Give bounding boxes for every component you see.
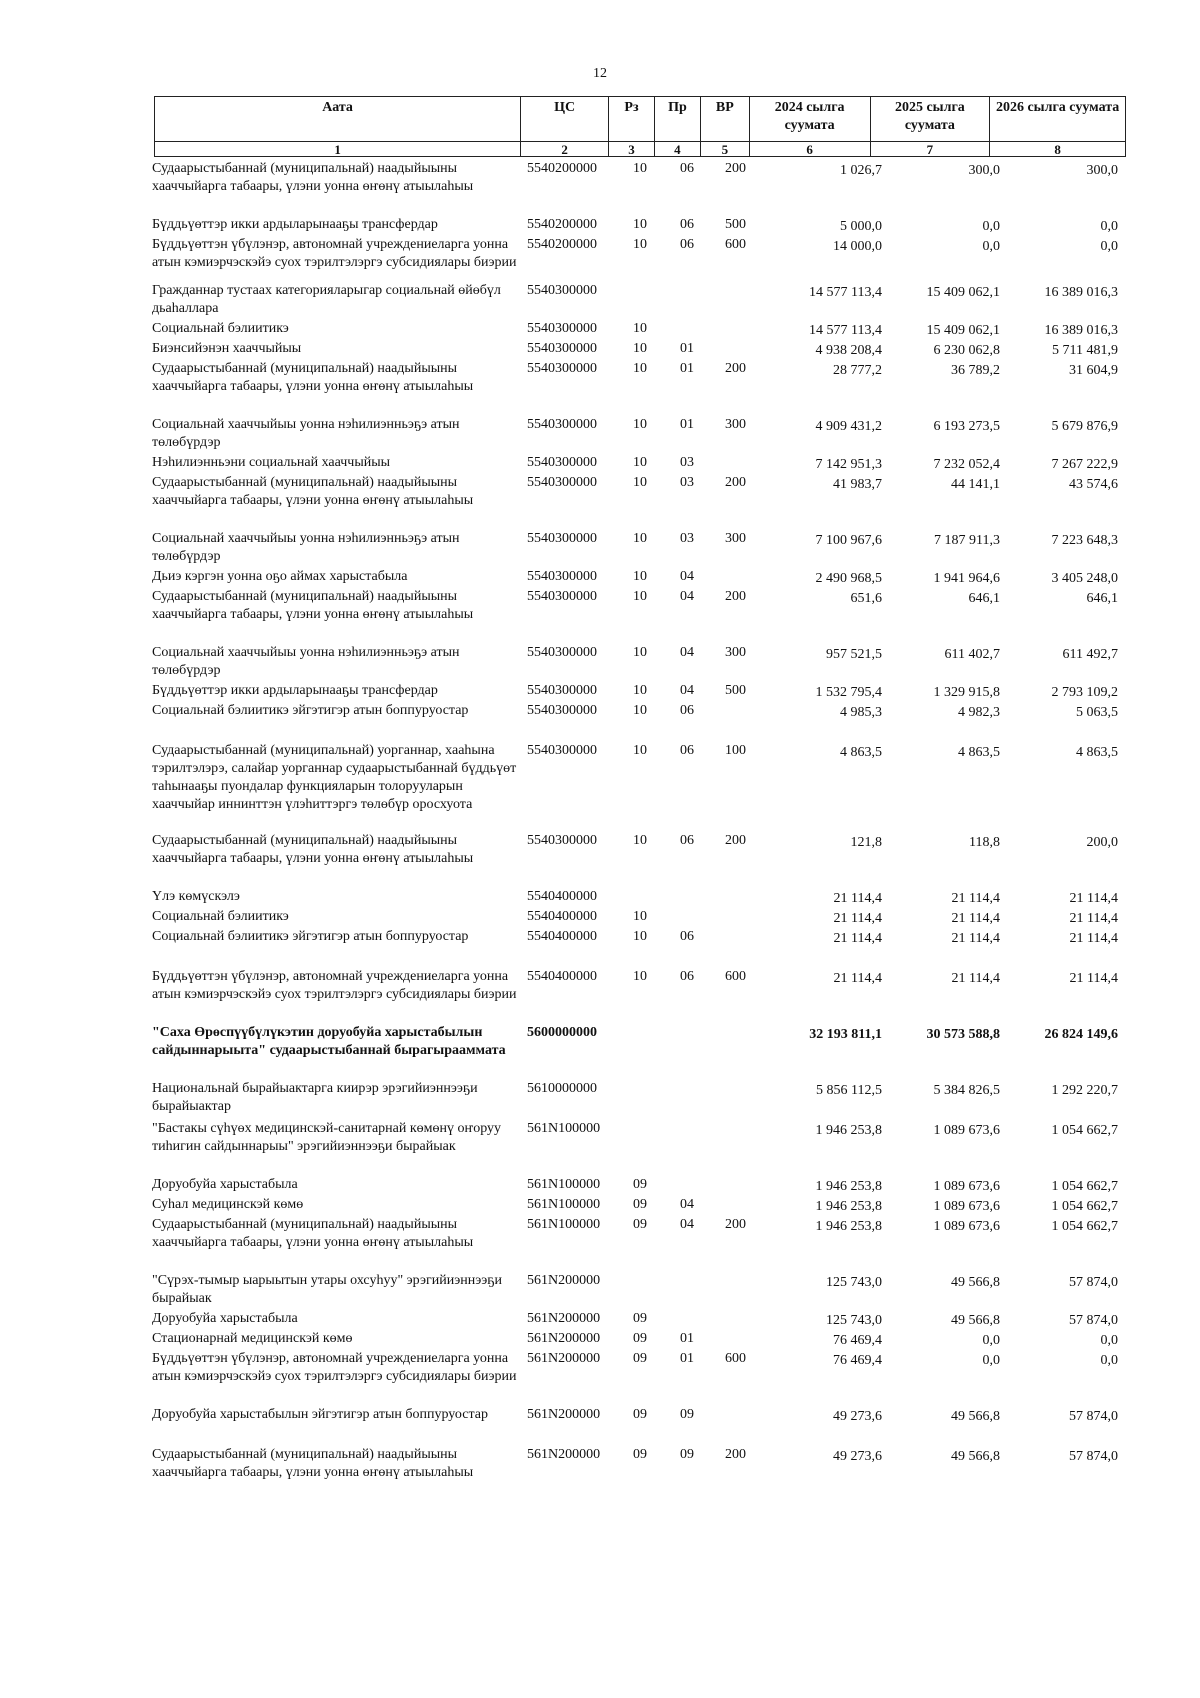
row-value-2025: 118,8 [969,835,1000,850]
row-vr-code: 300 [725,417,746,432]
row-value-2024: 4 863,5 [840,745,882,760]
row-pr-code: 06 [680,929,694,944]
row-value-2025: 4 982,3 [958,705,1000,720]
row-pr-code: 06 [680,969,694,984]
row-value-2024: 1 946 253,8 [815,1123,882,1138]
row-name: Доруобуйа харыстабыла [152,1177,298,1192]
row-rz-code: 09 [633,1177,647,1192]
column-header-2025: 2025 сылга суумата [871,97,991,141]
row-value-2025: 0,0 [982,219,1000,234]
row-rz-code: 10 [633,743,647,758]
column-number: 8 [1054,142,1061,157]
row-value-2026: 57 874,0 [1069,1409,1118,1424]
row-value-2024: 125 743,0 [826,1313,882,1328]
row-name: "Сүрэх-тымыр ыарыытын утары охсуһуу" эрэгийиэннээҕи бырайыак [152,1273,502,1306]
column-header-aata: Аата [155,97,521,141]
row-value-2026: 4 863,5 [1076,745,1118,760]
row-value-2026: 5 679 876,9 [1051,419,1118,434]
row-rz-code: 10 [633,217,647,232]
row-pr-code: 04 [680,645,694,660]
row-vr-code: 200 [725,589,746,604]
row-value-2026: 57 874,0 [1069,1449,1118,1464]
row-value-2025: 5 384 826,5 [933,1083,1000,1098]
row-value-2025: 1 089 673,6 [933,1219,1000,1234]
row-value-2025: 7 232 052,4 [933,457,1000,472]
row-name: Социальнай хааччыйыы уонна нэһилиэнньэҕэ атын төлөбүрдэр [152,645,460,678]
row-value-2026: 16 389 016,3 [1044,285,1118,300]
row-value-2024: 4 938 208,4 [815,343,882,358]
row-value-2025: 6 193 273,5 [933,419,1000,434]
row-rz-code: 10 [633,361,647,376]
row-value-2025: 49 566,8 [951,1275,1000,1290]
row-cs-code: 561N100000 [527,1121,601,1136]
row-name: Доруобуйа харыстабыла [152,1311,298,1326]
row-value-2024: 4 985,3 [840,705,882,720]
row-vr-code: 200 [725,1447,746,1462]
row-rz-code: 10 [633,833,647,848]
row-value-2024: 121,8 [850,835,882,850]
row-value-2024: 1 532 795,4 [815,685,882,700]
row-rz-code: 10 [633,703,647,718]
row-name: Судаарыстыбаннай (муниципальнай) уорганнар, хааһына тэрилтэлэрэ, салайар уорганнар судаарыстыбаннай бүддьүөт таһынааҕы пуондалар функцияларын толорууларын хааччыйар иннинттэн үлэһиттэргэ төлөбүр оросхуота [152,743,517,812]
row-name: Судаарыстыбаннай (муниципальнай) наадыйыыны хааччыйарга табаары, үлэни уонна өҥөнү атыылаһыы [152,475,474,508]
row-pr-code: 04 [680,683,694,698]
row-value-2024: 14 577 113,4 [809,285,882,300]
row-value-2025: 21 114,4 [951,971,1000,986]
row-pr-code: 03 [680,475,694,490]
row-name: Дьиэ кэргэн уонна оҕо аймах харыстабыла [152,569,408,584]
row-name: Социальнай хааччыйыы уонна нэһилиэнньэҕэ атын төлөбүрдэр [152,417,460,450]
row-vr-code: 200 [725,475,746,490]
row-value-2025: 6 230 062,8 [933,343,1000,358]
row-pr-code: 06 [680,217,694,232]
row-value-2026: 57 874,0 [1069,1313,1118,1328]
row-value-2025: 0,0 [982,239,1000,254]
row-rz-code: 10 [633,969,647,984]
row-name: Бүддьүөттэн үбүлэнэр, автономнай учреждениеларга уонна атын кэмиэрчэскэйэ суох тэрилтэлэргэ субсидиялары биэрии [152,1351,517,1384]
row-name: Социальнай бэлиитикэ эйгэтигэр атын боппуруостар [152,703,469,718]
row-value-2026: 0,0 [1100,1333,1118,1348]
row-value-2025: 15 409 062,1 [926,285,1000,300]
row-rz-code: 10 [633,341,647,356]
row-value-2026: 1 054 662,7 [1051,1123,1118,1138]
row-vr-code: 600 [725,237,746,252]
row-value-2026: 21 114,4 [1069,891,1118,906]
row-pr-code: 04 [680,1217,694,1232]
row-name: Социальнай бэлиитикэ [152,909,289,924]
row-value-2025: 1 089 673,6 [933,1123,1000,1138]
row-pr-code: 01 [680,1331,694,1346]
row-cs-code: 561N200000 [527,1273,601,1288]
row-value-2024: 49 273,6 [833,1449,882,1464]
row-rz-code: 09 [633,1407,647,1422]
row-rz-code: 10 [633,161,647,176]
row-value-2026: 7 267 222,9 [1051,457,1118,472]
row-value-2026: 3 405 248,0 [1051,571,1118,586]
row-value-2024: 2 490 968,5 [815,571,882,586]
row-value-2024: 21 114,4 [833,931,882,946]
row-name: Судаарыстыбаннай (муниципальнай) наадыйыыны хааччыйарга табаары, үлэни уонна өҥөнү атыылаһыы [152,833,474,866]
row-pr-code: 06 [680,703,694,718]
row-value-2024: 1 946 253,8 [815,1179,882,1194]
row-pr-code: 06 [680,237,694,252]
row-rz-code: 10 [633,455,647,470]
row-value-2024: 5 000,0 [840,219,882,234]
row-value-2026: 21 114,4 [1069,971,1118,986]
row-vr-code: 600 [725,1351,746,1366]
row-name: Судаарыстыбаннай (муниципальнай) наадыйыыны хааччыйарга табаары, үлэни уонна өҥөнү атыылаһыы [152,1217,474,1250]
row-cs-code: 5540200000 [527,161,597,176]
row-vr-code: 200 [725,833,746,848]
row-value-2024: 49 273,6 [833,1409,882,1424]
row-pr-code: 04 [680,569,694,584]
row-name: Стационарнай медицинскэй көмө [152,1331,353,1346]
row-value-2026: 0,0 [1100,219,1118,234]
row-value-2025: 1 089 673,6 [933,1179,1000,1194]
row-cs-code: 5540300000 [527,683,597,698]
row-name: Социальнай бэлиитикэ эйгэтигэр атын боппуруостар [152,929,469,944]
row-rz-code: 10 [633,321,647,336]
row-cs-code: 5540300000 [527,589,597,604]
row-rz-code: 10 [633,237,647,252]
row-value-2024: 1 946 253,8 [815,1199,882,1214]
row-rz-code: 09 [633,1447,647,1462]
row-name: "Саха Өрөспүүбүлүкэтин доруобуйа харыстабылын сайдыннарыыта" судаарыстыбаннай бырагырааммата [152,1025,506,1058]
row-pr-code: 06 [680,743,694,758]
row-cs-code: 5540300000 [527,475,597,490]
row-cs-code: 5540300000 [527,833,597,848]
row-value-2025: 0,0 [982,1333,1000,1348]
row-value-2026: 21 114,4 [1069,911,1118,926]
row-value-2026: 300,0 [1086,163,1118,178]
row-value-2024: 21 114,4 [833,971,882,986]
row-value-2026: 5 063,5 [1076,705,1118,720]
row-cs-code: 561N200000 [527,1407,601,1422]
column-number: 6 [750,142,871,156]
row-vr-code: 200 [725,161,746,176]
row-cs-code: 561N200000 [527,1351,601,1366]
row-value-2024: 28 777,2 [833,363,882,378]
row-pr-code: 06 [680,161,694,176]
column-number: 7 [871,142,991,156]
row-cs-code: 561N100000 [527,1177,601,1192]
row-value-2025: 15 409 062,1 [926,323,1000,338]
row-cs-code: 5540300000 [527,645,597,660]
row-rz-code: 10 [633,683,647,698]
row-rz-code: 09 [633,1351,647,1366]
row-name: Социальнай хааччыйыы уонна нэһилиэнньэҕэ атын төлөбүрдэр [152,531,460,564]
row-cs-code: 5540400000 [527,929,597,944]
column-header-cs: ЦС [521,97,609,141]
row-value-2025: 49 566,8 [951,1313,1000,1328]
row-rz-code: 09 [633,1331,647,1346]
row-rz-code: 10 [633,531,647,546]
row-cs-code: 5540300000 [527,417,597,432]
row-cs-code: 5540400000 [527,909,597,924]
row-name: Национальнай бырайыактарга киирэр эрэгийиэннээҕи бырайыактар [152,1081,478,1114]
page-number: 12 [593,66,607,81]
row-value-2025: 30 573 588,8 [926,1027,1000,1042]
row-vr-code: 300 [725,531,746,546]
row-value-2024: 651,6 [850,591,882,606]
row-value-2024: 957 521,5 [826,647,882,662]
row-value-2026: 21 114,4 [1069,931,1118,946]
column-number: 3 [609,142,655,156]
row-value-2025: 1 941 964,6 [933,571,1000,586]
row-vr-code: 500 [725,683,746,698]
row-cs-code: 5540300000 [527,569,597,584]
row-pr-code: 01 [680,417,694,432]
row-pr-code: 03 [680,531,694,546]
row-value-2026: 611 492,7 [1062,647,1118,662]
row-value-2025: 300,0 [968,163,1000,178]
row-value-2024: 14 000,0 [833,239,882,254]
row-name: Нэһилиэнньэни социальнай хааччыйыы [152,455,391,470]
row-cs-code: 5540300000 [527,321,597,336]
row-name: Судаарыстыбаннай (муниципальнай) наадыйыыны хааччыйарга табаары, үлэни уонна өҥөнү атыылаһыы [152,1447,474,1480]
row-rz-code: 10 [633,909,647,924]
row-cs-code: 5540200000 [527,217,597,232]
row-value-2025: 49 566,8 [951,1409,1000,1424]
row-pr-code: 01 [680,341,694,356]
row-pr-code: 04 [680,589,694,604]
row-vr-code: 200 [725,1217,746,1232]
row-pr-code: 06 [680,833,694,848]
row-value-2025: 4 863,5 [958,745,1000,760]
row-name: Суһал медицинскэй көмө [152,1197,304,1212]
row-rz-code: 09 [633,1197,647,1212]
row-value-2025: 646,1 [968,591,1000,606]
row-rz-code: 10 [633,475,647,490]
row-cs-code: 5610000000 [527,1081,597,1096]
row-cs-code: 561N200000 [527,1331,601,1346]
column-header-rz: Рз [609,97,655,141]
row-cs-code: 5540200000 [527,237,597,252]
row-name: Судаарыстыбаннай (муниципальнай) наадыйыыны хааччыйарга табаары, үлэни уонна өҥөнү атыылаһыы [152,589,474,622]
row-name: Социальнай бэлиитикэ [152,321,289,336]
row-rz-code: 10 [633,645,647,660]
row-name: Бүддьүөттэн үбүлэнэр, автономнай учреждениеларга уонна атын кэмиэрчэскэйэ суох тэрилтэлэргэ субсидиялары биэрии [152,969,517,1002]
table-header [154,96,1126,157]
row-value-2025: 21 114,4 [951,931,1000,946]
row-value-2024: 7 142 951,3 [815,457,882,472]
row-name: "Бастакы сүһүөх медицинскэй-санитарнай көмөнү оҥоруу тиһигин сайдыннарыы" эрэгийиэннээҕи бырайыак [152,1121,502,1154]
row-cs-code: 5540300000 [527,341,597,356]
row-value-2026: 0,0 [1100,1353,1118,1368]
row-value-2024: 41 983,7 [833,477,882,492]
row-value-2024: 21 114,4 [833,911,882,926]
row-cs-code: 5540300000 [527,743,597,758]
row-vr-code: 500 [725,217,746,232]
row-rz-code: 09 [633,1217,647,1232]
row-value-2025: 21 114,4 [951,891,1000,906]
row-pr-code: 01 [680,361,694,376]
column-number: 2 [521,142,609,156]
row-name: Судаарыстыбаннай (муниципальнай) наадыйыыны хааччыйарга табаары, үлэни уонна өҥөнү атыылаһыы [152,161,474,194]
column-number: 4 [655,142,701,156]
row-cs-code: 561N100000 [527,1197,601,1212]
row-cs-code: 5540300000 [527,455,597,470]
row-pr-code: 01 [680,1351,694,1366]
row-value-2024: 1 026,7 [840,163,882,178]
row-value-2025: 1 329 915,8 [933,685,1000,700]
row-name: Гражданнар тустаах категорияларыгар социальнай өйөбүл дьаһаллара [152,283,501,316]
row-name: Биэнсийэнэн хааччыйыы [152,341,302,356]
row-cs-code: 561N200000 [527,1447,601,1462]
row-value-2026: 1 292 220,7 [1051,1083,1118,1098]
row-value-2026: 200,0 [1086,835,1118,850]
row-pr-code: 04 [680,1197,694,1212]
row-vr-code: 100 [725,743,746,758]
column-header-vr: ВР [701,97,750,141]
row-pr-code: 03 [680,455,694,470]
row-value-2025: 7 187 911,3 [934,533,1000,548]
row-rz-code: 10 [633,929,647,944]
row-value-2026: 2 793 109,2 [1051,685,1118,700]
row-value-2026: 31 604,9 [1069,363,1118,378]
row-value-2026: 7 223 648,3 [1051,533,1118,548]
column-header-2024: 2024 сылга суумата [750,97,871,141]
column-number: 5 [701,142,750,156]
row-cs-code: 561N100000 [527,1217,601,1232]
row-value-2026: 43 574,6 [1069,477,1118,492]
row-value-2024: 125 743,0 [826,1275,882,1290]
row-cs-code: 5540300000 [527,531,597,546]
row-rz-code: 10 [633,569,647,584]
column-number: 1 [155,142,521,156]
row-value-2026: 57 874,0 [1069,1275,1118,1290]
row-value-2025: 0,0 [982,1353,1000,1368]
row-cs-code: 5540400000 [527,969,597,984]
row-cs-code: 5540300000 [527,361,597,376]
row-value-2026: 26 824 149,6 [1044,1027,1118,1042]
row-rz-code: 09 [633,1311,647,1326]
column-header-pr: Пр [655,97,701,141]
row-value-2025: 36 789,2 [951,363,1000,378]
row-vr-code: 300 [725,645,746,660]
row-value-2026: 1 054 662,7 [1051,1199,1118,1214]
row-rz-code: 10 [633,417,647,432]
row-value-2026: 0,0 [1100,239,1118,254]
row-value-2024: 14 577 113,4 [809,323,882,338]
row-value-2024: 7 100 967,6 [815,533,882,548]
row-cs-code: 5600000000 [527,1025,597,1040]
row-value-2026: 1 054 662,7 [1051,1219,1118,1234]
row-name: Бүддьүөттэр икки ардыларынааҕы трансфердар [152,683,438,698]
row-pr-code: 09 [680,1447,694,1462]
row-value-2026: 646,1 [1086,591,1118,606]
row-value-2025: 611 402,7 [944,647,1000,662]
row-cs-code: 5540300000 [527,703,597,718]
row-name: Бүддьүөттэр икки ардыларынааҕы трансфердар [152,217,438,232]
row-value-2026: 5 711 481,9 [1052,343,1118,358]
row-name: Бүддьүөттэн үбүлэнэр, автономнай учреждениеларга уонна атын кэмиэрчэскэйэ суох тэрилтэлэргэ субсидиялары биэрии [152,237,517,270]
row-value-2024: 21 114,4 [833,891,882,906]
row-cs-code: 561N200000 [527,1311,601,1326]
row-name: Доруобуйа харыстабылын эйгэтигэр атын боппуруостар [152,1407,488,1422]
row-value-2025: 49 566,8 [951,1449,1000,1464]
row-cs-code: 5540400000 [527,889,597,904]
row-value-2024: 76 469,4 [833,1353,882,1368]
row-value-2026: 1 054 662,7 [1051,1179,1118,1194]
row-value-2024: 76 469,4 [833,1333,882,1348]
row-cs-code: 5540300000 [527,283,597,298]
row-name: Судаарыстыбаннай (муниципальнай) наадыйыыны хааччыйарга табаары, үлэни уонна өҥөнү атыылаһыы [152,361,474,394]
row-rz-code: 10 [633,589,647,604]
row-value-2024: 4 909 431,2 [815,419,882,434]
row-value-2024: 32 193 811,1 [809,1027,882,1042]
row-value-2025: 21 114,4 [951,911,1000,926]
row-value-2026: 16 389 016,3 [1044,323,1118,338]
row-value-2024: 5 856 112,5 [816,1083,882,1098]
column-header-2026: 2026 сылга суумата [995,100,1120,115]
row-value-2025: 44 141,1 [951,477,1000,492]
row-name: Үлэ көмүскэлэ [152,889,240,904]
row-pr-code: 09 [680,1407,694,1422]
row-vr-code: 600 [725,969,746,984]
row-vr-code: 200 [725,361,746,376]
row-value-2024: 1 946 253,8 [815,1219,882,1234]
row-value-2025: 1 089 673,6 [933,1199,1000,1214]
